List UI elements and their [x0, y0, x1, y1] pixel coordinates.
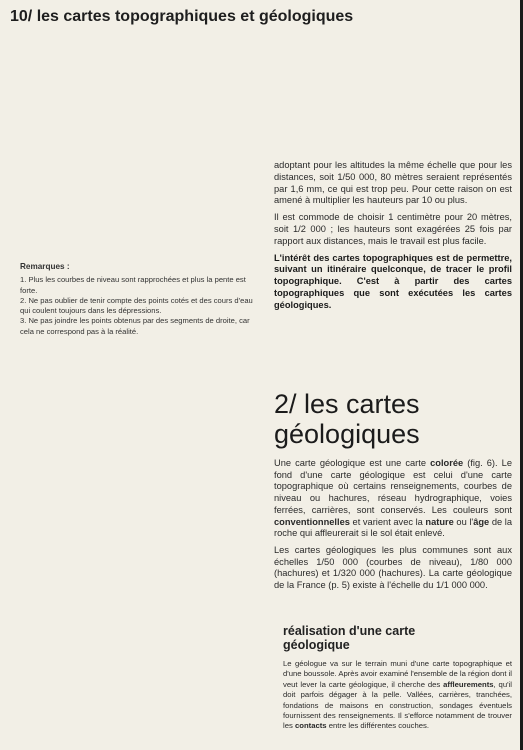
text-run: et varient avec la — [349, 516, 426, 527]
subsection-title-line-2: géologique — [283, 638, 350, 652]
page-title: 10/ les cartes topographiques et géologiques — [10, 8, 354, 25]
top-column-text — [274, 160, 512, 317]
paragraph-scale: adoptant pour les altitudes la même échelle que pour les distances, soit 1/50 000, 80 mètres seraient représentés par 1,6 mm, ce qui est trop peu. Pour cette raison on est amené à multiplier les hauteurs par 10 ou plus. — [274, 160, 512, 206]
subsection-body — [283, 659, 512, 732]
remark-item-2: 2. Ne pas oublier de tenir compte des points cotés et des cours d'eau qui coulent toujours dans les dépressions. — [20, 295, 253, 316]
section-title — [274, 389, 420, 449]
remark-item-1: 1. Plus les courbes de niveau sont rapprochées et plus la pente est forte. — [20, 275, 246, 295]
section-title-line-1: 2/ les cartes — [274, 389, 420, 419]
paragraph-fieldwork — [283, 659, 512, 732]
paragraph-definition — [274, 458, 512, 540]
remarks-box — [20, 262, 256, 337]
text-run: (fig. 6). Le fond d'une carte géologique est celui d'une carte topographique où certains renseignements, courbes de niveau ou hachures, réseau hydrographique, voies ferrées, carrières, sont conservés. Les couleurs sont — [274, 458, 512, 515]
paragraph-interest: L'intérêt des cartes topographiques est de permettre, suivant un itinéraire quelconque, de tracer le profil topographique. C'est à partir des cartes topographiques que sont exécutées les cartes géologiques. — [274, 252, 512, 310]
text-run: Une carte géologique est une carte — [274, 458, 431, 468]
term-age: âge — [473, 516, 490, 527]
section-title-line-2: géologiques — [274, 419, 420, 449]
paragraph-scale-choice: Il est commode de choisir 1 centimètre pour 20 mètres, soit 1/2 000 ; les hauteurs sont exagérées 25 fois par rapport aux distances, mais le travail est plus facile. — [274, 212, 512, 246]
paragraph-scales: Les cartes géologiques les plus communes sont aux échelles 1/50 000 (courbes de niveau), 1/80 000 (hachures) et 1/320 000 (hachures). La carte géologique de la France (p. 5) existe à l'échelle du 1/1 000 000. — [274, 544, 512, 591]
remarks-title: Remarques : — [20, 262, 70, 271]
text-run: de la roche qui affleurerait si le sol était enlevé. — [274, 516, 512, 539]
text-run: , qu'il doit parfois dégager à la pelle. Vallées, carrières, tranchées, fondations de maisons en construction, sondages éventuels fournissent des renseignements. Il s'efforce notamment de trouver les — [283, 679, 512, 731]
subsection-title-line-1: réalisation d'une carte — [283, 624, 416, 638]
term-conventional: conventionnelles — [274, 516, 350, 527]
term-outcrops: affleurements — [443, 679, 494, 689]
term-colored: colorée — [430, 458, 464, 468]
text-run: ou l' — [453, 516, 474, 527]
subsection-title — [283, 624, 415, 652]
section-body — [274, 458, 512, 597]
term-contacts: contacts — [294, 721, 327, 731]
remark-item-3: 3. Ne pas joindre les points obtenus par des segments de droite, car cela ne correspond pas à la réalité. — [20, 316, 250, 336]
text-run: entre les différentes couches. — [326, 721, 430, 731]
text-run: Le géologue va sur le terrain muni d'une carte topographique et d'une boussole. Après avoir examiné l'ensemble de la région dont il veut lever la carte géologique, il cherche des — [283, 659, 513, 689]
term-nature: nature — [425, 516, 454, 527]
